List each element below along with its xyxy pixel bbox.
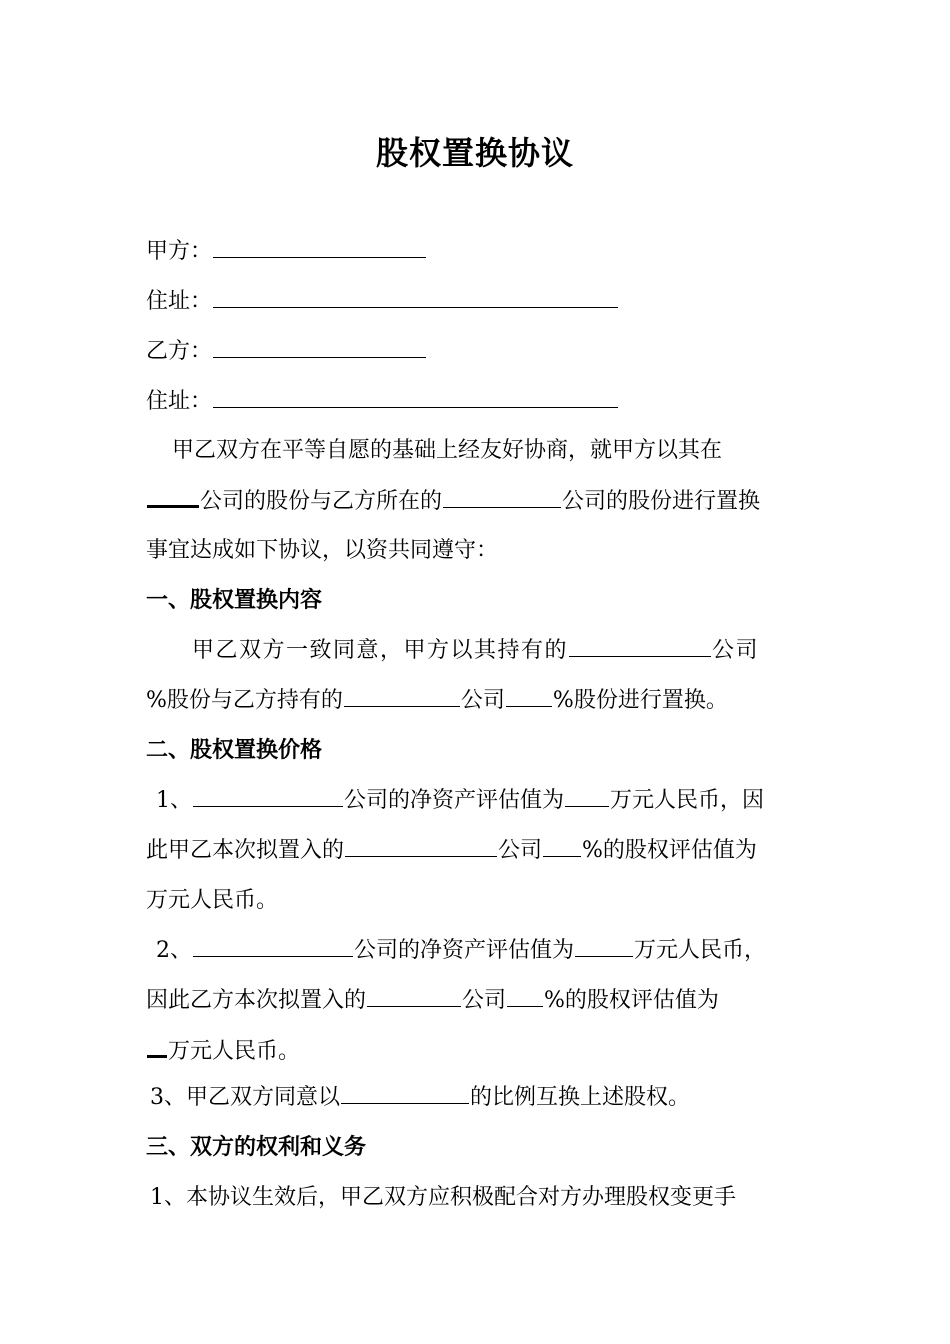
s1-text-2a: %股份与乙方持有的	[146, 688, 343, 713]
section-1-heading: 一、股权置换内容	[146, 588, 323, 613]
address-b-line	[146, 386, 619, 418]
party-b-label: 乙方：	[146, 339, 213, 364]
s2-i2-text-e: %的股权评估值为	[544, 988, 719, 1013]
s2-i2-text-d: 公司	[462, 988, 507, 1013]
address-b-blank	[213, 387, 618, 408]
s2-item-1-line-3	[146, 885, 278, 917]
s2-item-3-line	[150, 1082, 690, 1114]
s2-i3-text-b: 的比例互换上述股权。	[470, 1085, 691, 1110]
s1-text-1b: 公司	[712, 638, 760, 663]
party-b-line	[146, 336, 427, 368]
s2-i1-text-c: 此甲乙本次拟置入的	[146, 838, 345, 863]
s1-text-1a: 甲乙双方一致同意，甲方以其持有的	[192, 638, 569, 663]
s2-item-2-line-1	[156, 935, 766, 967]
document-title: 股权置换协议	[375, 134, 574, 172]
s1-blank-3	[506, 686, 552, 707]
s2-i2-blank-4	[507, 986, 543, 1007]
s2-i2-text-c: 因此乙方本次拟置入的	[146, 988, 367, 1013]
s1-line-1	[192, 635, 759, 667]
s1-line-2	[146, 685, 728, 717]
s1-blank-1	[569, 636, 711, 657]
s2-i2-blank-5	[147, 1035, 167, 1058]
s3-item-1-line	[150, 1182, 736, 1214]
s2-i2-blank-3	[367, 986, 461, 1007]
intro-blank-2	[443, 487, 561, 508]
s1-blank-2	[344, 686, 460, 707]
s2-i1-text-e: %的股权评估值为	[582, 838, 757, 863]
s2-item-1-line-1	[156, 785, 764, 817]
s2-i2-text-b: 万元人民币，	[634, 938, 767, 963]
s2-item-3-number: 3、	[150, 1085, 186, 1110]
intro-text-3: 事宜达成如下协议，以资共同遵守：	[146, 538, 499, 563]
s2-i3-text-a: 甲乙双方同意以	[186, 1085, 341, 1110]
s2-item-2-number: 2、	[156, 938, 192, 963]
intro-blank-1	[147, 485, 199, 508]
s1-text-2b: 公司	[460, 688, 505, 713]
s2-i1-blank-1	[193, 786, 343, 807]
party-a-label: 甲方：	[146, 239, 213, 264]
intro-text-2a: 公司的股份与乙方所在的	[200, 489, 443, 514]
intro-line-3	[146, 535, 498, 567]
intro-text-1: 甲乙双方在平等自愿的基础上经友好协商，就甲方以其在	[172, 438, 723, 463]
address-b-label: 住址：	[146, 389, 213, 414]
s2-i1-text-f: 万元人民币。	[146, 888, 279, 913]
section-3-heading: 三、双方的权利和义务	[146, 1135, 367, 1160]
s2-i2-text-f: 万元人民币。	[168, 1039, 301, 1064]
s2-i2-blank-1	[193, 936, 353, 957]
party-a-blank	[213, 237, 426, 258]
address-a-blank	[213, 287, 618, 308]
intro-line-2	[146, 485, 760, 518]
s2-i1-text-a: 公司的净资产评估值为	[344, 788, 565, 813]
s2-i1-text-b: 万元人民币，因	[610, 788, 765, 813]
intro-text-2b: 公司的股份进行置换	[562, 489, 761, 514]
s3-item-1-text: 1、本协议生效后，甲乙双方应积极配合对方办理股权变更手	[150, 1185, 736, 1210]
s2-i1-text-d: 公司	[498, 838, 543, 863]
s2-item-2-line-3	[146, 1035, 300, 1068]
s2-i1-blank-4	[543, 836, 581, 857]
party-a-line	[146, 236, 427, 268]
s2-item-2-line-2	[146, 985, 719, 1017]
intro-line-1	[172, 435, 722, 467]
s2-i2-blank-2	[575, 936, 633, 957]
s2-i1-blank-3	[345, 836, 497, 857]
section-2-heading: 二、股权置换价格	[146, 738, 323, 763]
s2-i1-blank-2	[565, 786, 609, 807]
address-a-line	[146, 286, 619, 318]
s2-i3-blank-1	[341, 1083, 469, 1104]
address-a-label: 住址：	[146, 289, 213, 314]
s2-item-1-line-2	[146, 835, 757, 867]
s2-i2-text-a: 公司的净资产评估值为	[354, 938, 575, 963]
s2-item-1-number: 1、	[156, 788, 192, 813]
s1-text-2c: %股份进行置换。	[552, 688, 728, 713]
party-b-blank	[213, 337, 426, 358]
